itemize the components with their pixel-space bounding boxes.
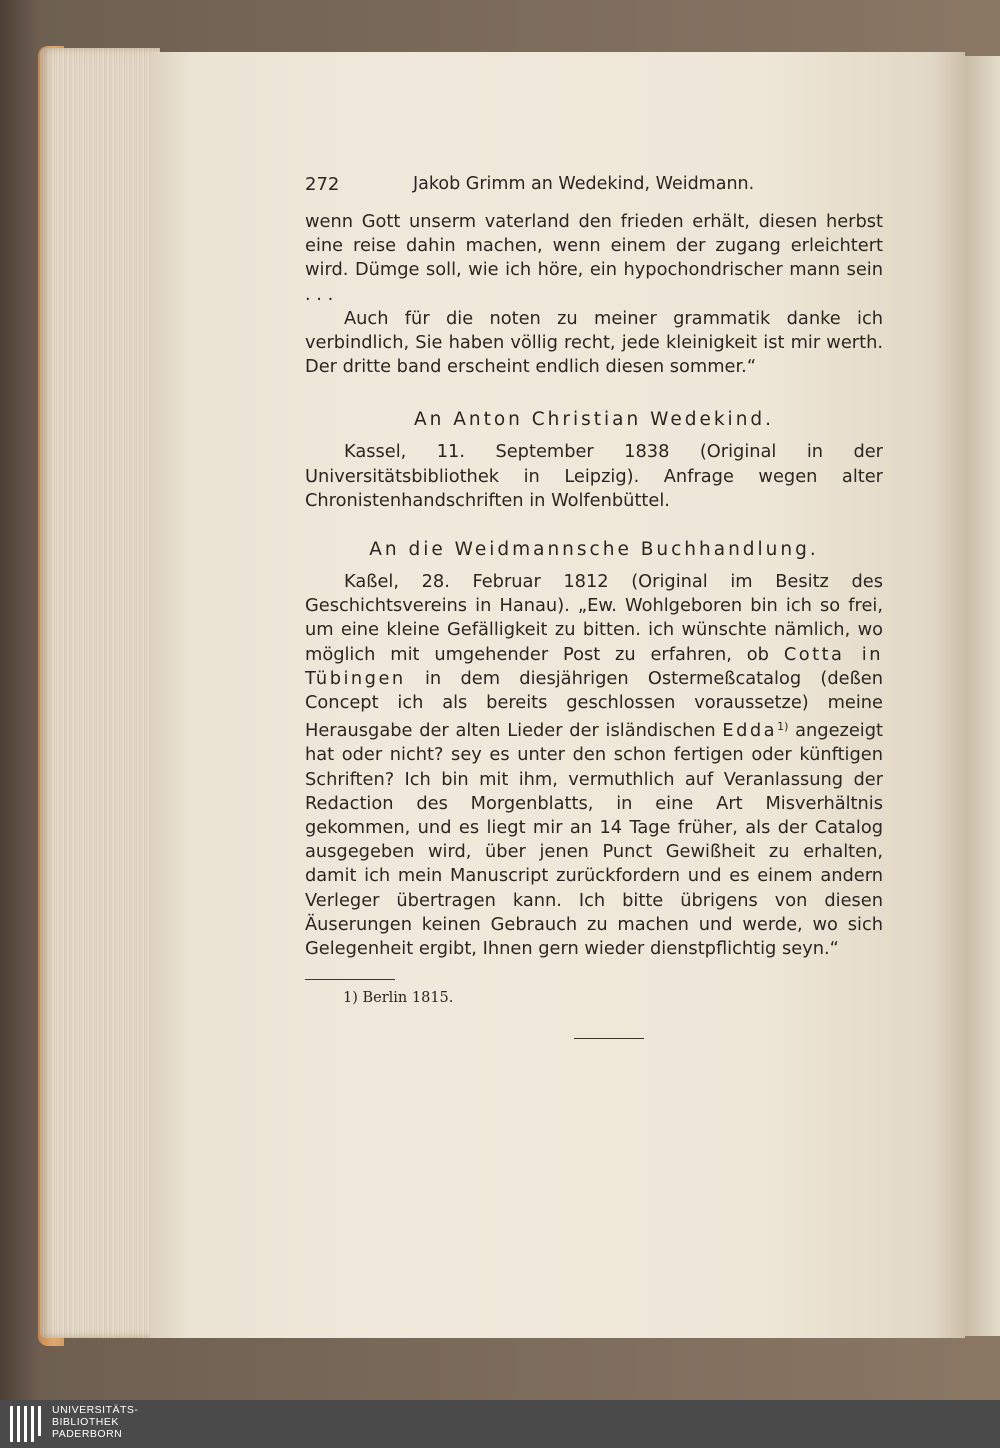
letter-text-part-2: in dem diesjährigen Ostermeßcatalog (deßen Concept ich als bereits geschlossen voraussetze) meine Herausgabe der alten Lieder der isländischen [305,667,884,742]
section-heading-wedekind: An Anton Christian Wedekind. [413,409,775,431]
footnote: 1) Berlin 1815. [343,990,454,1007]
page-edges [40,48,160,1338]
page-number: 272 [305,174,340,195]
logo-line-3: PADERBORN [52,1428,123,1440]
logo-line-2: BIBLIOTHEK [52,1416,119,1428]
letter-text-part-3: angezeigt hat oder nicht? sey es unter den schon fertigen oder künftigen Schriften? Ich bin mit ihm, vermuthlich auf Veranlassung der Redaction des Morgenblatts, in eine Art Misverhältnis gekommen, und es liegt mir an 14 Tage früher, als der Catalog ausgegeben wird, über jenen Punct Gewißheit zu erhalten, damit ich mein Manuscript zurückfordern und es einem andern Verleger übertragen kann. Ich bitte übrigens von diesen Äuserungen keinen Gebrauch zu machen und werde, wo sich Gelegenheit ergibt, Ihnen gern wieder dienstpflichtig seyn.“ [305,720,884,960]
footnote-mark: 1) [777,720,789,734]
paragraph-continued: wenn Gott unserm vaterland den frieden erhält, diesen herbst eine reise dahin machen, wenn einem der zugang erleichtert wird. Dümge soll, wie ich höre, ein hypochondrischer mann sein . . . [305,211,883,305]
library-logo-icon [10,1406,42,1442]
page-content [305,170,883,1006]
letter-text-part-1: Kaßel, 28. Februar 1812 (Original im Besitz des Geschichtsvereins in Hanau). „Ew. Wohlgeboren bin ich so frei, um eine kleine Gefälligkeit zu bitten. ich wünschte nämlich, wo möglich mit umgehender Post zu erfahren, ob [305,571,883,665]
library-footer [0,1400,1000,1448]
emphasis-edda: Edda [722,720,778,742]
running-head [305,170,883,210]
emphasis-cotta: Cotta in Tübingen [305,643,883,689]
section-heading-weidmann: An die Weidmannsche Buchhandlung. [369,539,819,561]
paragraph-kassel-1838: Kassel, 11. September 1838 (Original in der Universitätsbibliothek in Leipzig). Anfrage wegen alter Chronistenhandschriften in Wolfenbüttel. [305,441,883,511]
paragraph-kassel-1812 [305,570,883,961]
end-rule [574,1038,644,1039]
facing-page-edge [962,56,1000,1336]
library-logo-text [52,1404,138,1440]
logo-line-1: UNIVERSITÄTS- [52,1404,139,1416]
footnote-rule [305,979,395,980]
running-title: Jakob Grimm an Wedekind, Weidmann. [413,174,755,194]
paragraph-grammatik: Auch für die noten zu meiner grammatik danke ich verbindlich, Sie haben völlig recht, jede kleinigkeit ist mir werth. Der dritte band erscheint endlich diesen sommer.“ [305,307,883,378]
